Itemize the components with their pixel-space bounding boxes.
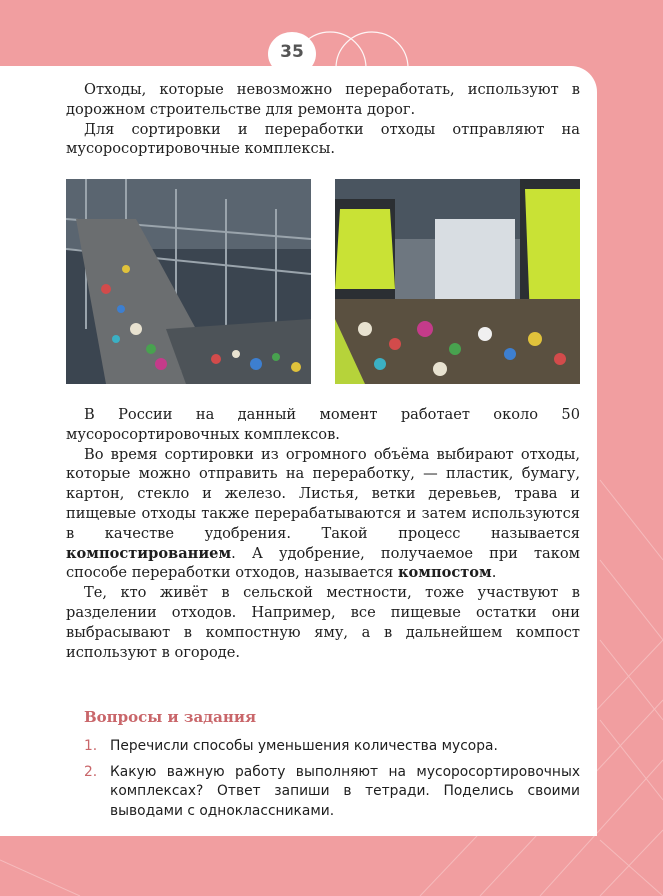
body-paragraph-1: В России на данный момент работает около 50 мусоросортировочных комплексов.	[66, 406, 580, 443]
questions-list	[84, 737, 580, 827]
intro-paragraph-2: Для сортировки и переработки отходы отправляют на мусоросортировочные комплексы.	[66, 120, 580, 158]
term-composting: компостированием	[66, 544, 232, 562]
question-number-1: 1.	[84, 738, 98, 754]
questions-title: Вопросы и задания	[84, 708, 257, 726]
body-paragraph-2	[66, 445, 580, 584]
body-paragraph-3: Те, кто живёт в сельской местности, тоже участвуют в разделении отходов. Например, все пищевые остатки они выбрасывают в компостную яму, а в дальнейшем компост используют в огороде.	[66, 584, 580, 661]
body-paragraph-2-text-a: Во время сортировки из огромного объёма выбирают отходы, которые можно отправить на переработку, — пластик, бумагу, картон, стекло и железо. Листья, ветки деревьев, трава и пищевые отходы также перерабатываются и затем используются в качестве удобрения. Такой процесс называется	[66, 445, 580, 542]
question-item-2	[84, 763, 580, 822]
body-paragraph-2-text-b: . А удобрение, получаемое при таком способе переработки отходов, называется	[66, 544, 580, 582]
intro-text	[66, 80, 580, 159]
question-item-1	[84, 737, 580, 757]
term-compost: компостом	[398, 564, 492, 582]
photo-workers-sorting	[335, 179, 580, 384]
question-text-2: Какую важную работу выполняют на мусоросортировочных комплексах? Ответ запиши в тетради. Поделись своими выводами с одноклассниками.	[110, 763, 580, 819]
body-paragraph-2-text-c: .	[491, 564, 497, 582]
question-text-1: Перечисли способы уменьшения количества мусора.	[110, 738, 498, 754]
page-number: 35	[280, 42, 304, 62]
page-number-badge	[262, 30, 322, 80]
photo-conveyor-plant	[66, 179, 311, 384]
intro-paragraph-1: Отходы, которые невозможно переработать, используют в дорожном строительстве для ремонта дорог.	[66, 81, 580, 118]
body-text	[66, 405, 580, 662]
question-number-2: 2.	[84, 763, 98, 780]
